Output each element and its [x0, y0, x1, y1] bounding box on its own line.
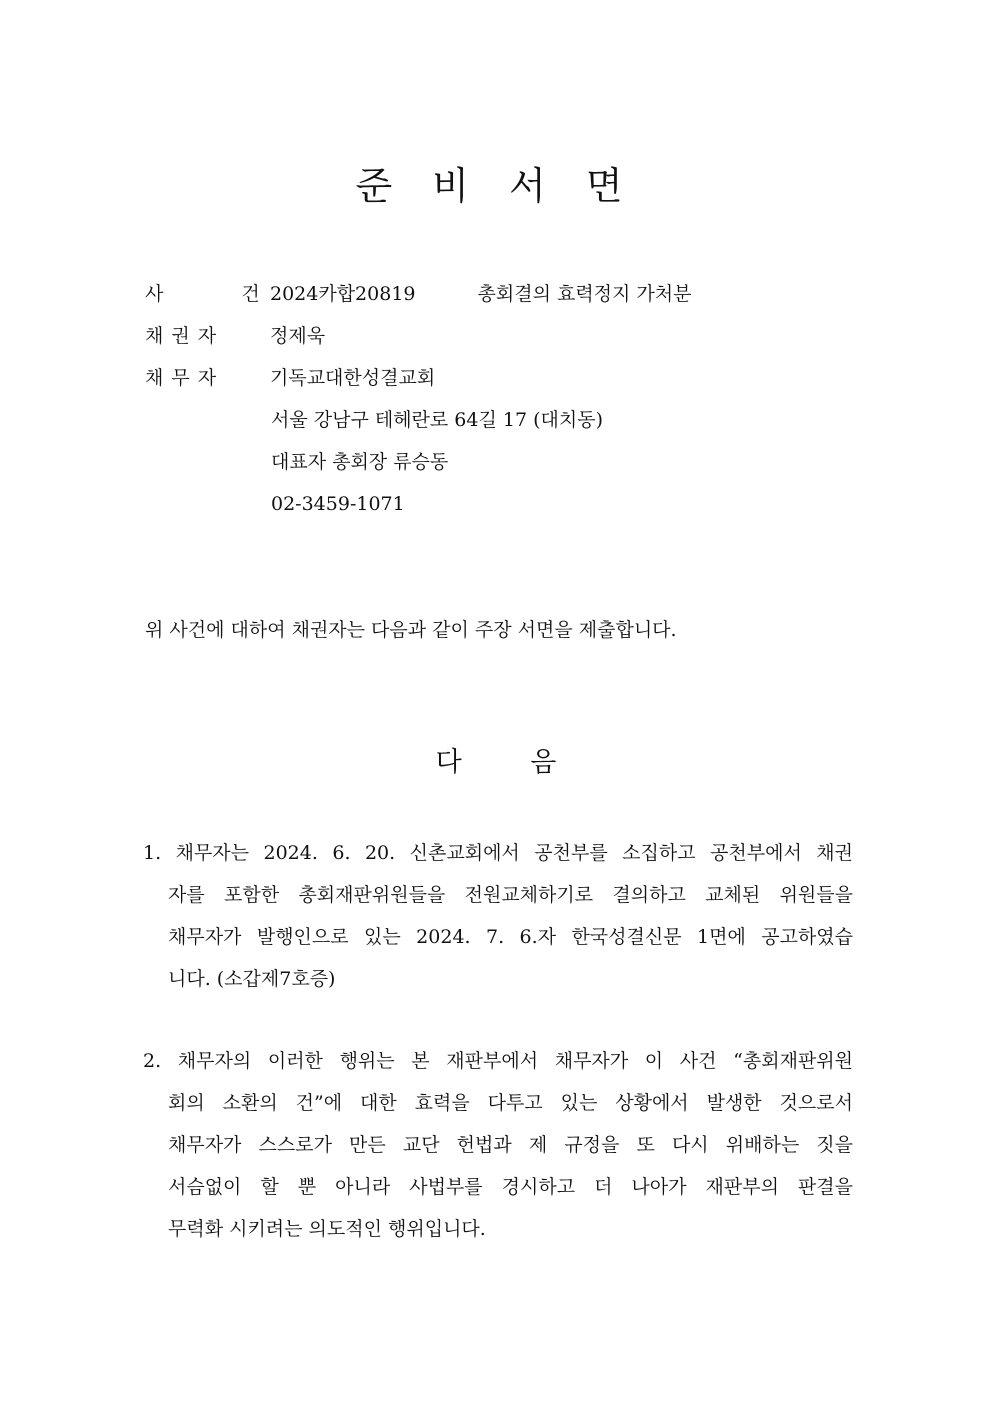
case-number: 2024카합20819: [270, 283, 416, 305]
item-line: 서슴없이 할 뿐 아니라 사법부를 경시하고 더 나아가 재판부의 판결을: [168, 1176, 853, 1198]
debtor-representative: 대표자 총회장 류승동: [271, 451, 449, 473]
case-label: 사 건: [145, 283, 296, 305]
section-heading: 다 음: [435, 747, 587, 778]
item-line: 니다. (소갑제7호증): [168, 968, 336, 990]
item-line: 회의 소환의 건”에 대한 효력을 다투고 있는 상황에서 발생한 것으로서: [168, 1092, 853, 1114]
creditor-label: 채권자: [145, 325, 225, 347]
item-line: 2. 채무자의 이러한 행위는 본 재판부에서 채무자가 이 사건 “총회재판위원: [143, 1050, 853, 1072]
document-title: 준 비 서 면: [355, 164, 637, 208]
creditor-row: [145, 323, 325, 349]
debtor-name: 기독교대한성결교회: [270, 367, 436, 389]
creditor-name: 정제욱: [270, 325, 326, 347]
item-line: 채무자가 발행인으로 있는 2024. 7. 6.자 한국성결신문 1면에 공고하였습: [168, 926, 853, 948]
intro-paragraph: 위 사건에 대하여 채권자는 다음과 같이 주장 서면을 제출합니다.: [145, 619, 677, 641]
numbered-item-1: [143, 840, 853, 1008]
debtor-label: 채무자: [145, 367, 225, 389]
item-line: 자를 포함한 총회재판위원들을 전원교체하기로 결의하고 교체된 위원들을: [168, 884, 853, 906]
debtor-address: 서울 강남구 테헤란로 64길 17 (대치동): [271, 409, 603, 431]
case-row: [145, 281, 692, 307]
case-title: 총회결의 효력정지 가처분: [477, 283, 692, 305]
item-line: 무력화 시키려는 의도적인 행위입니다.: [168, 1218, 486, 1240]
item-line: 채무자가 스스로가 만든 교단 헌법과 제 규정을 또 다시 위배하는 짓을: [168, 1134, 853, 1156]
debtor-phone: 02-3459-1071: [271, 493, 405, 515]
debtor-row: [145, 365, 435, 391]
item-line: 1. 채무자는 2024. 6. 20. 신촌교회에서 공천부를 소집하고 공천부에서 채권: [143, 842, 853, 864]
numbered-item-2: [143, 1048, 853, 1258]
